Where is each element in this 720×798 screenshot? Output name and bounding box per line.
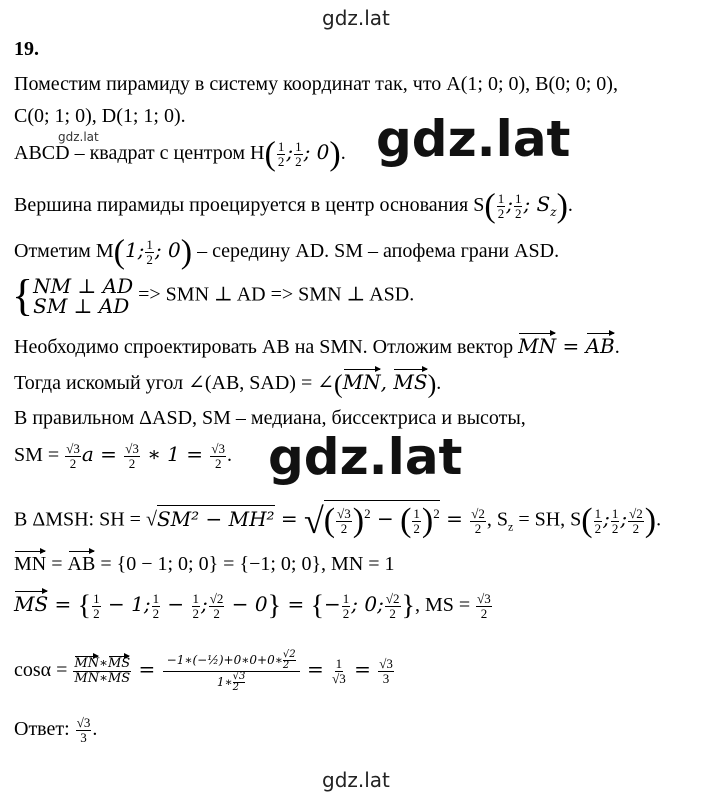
line12-text: = {0 − 1; 0; 0} = {−1; 0; 0}, MN = 1 (95, 553, 395, 575)
text-line-9: В правильном ΔASD, SM – медиана, биссектриса и высоты, (14, 407, 526, 429)
line13-text-mid: , MS = (414, 594, 476, 617)
line11-text: В ΔMSH: SH = (14, 508, 146, 531)
line7-text: Необходимо спроектировать AB на SMN. Отложим вектор (14, 336, 519, 358)
system-eq-2: SM ⊥ AD (33, 294, 130, 318)
line3-text: ABCD – квадрат с центром H (14, 142, 265, 165)
system-eq-1: NM ⊥ AD (33, 274, 134, 298)
text-line-7: Необходимо спроектировать AB на SMN. Отложим вектор MN = AB. (14, 334, 620, 358)
answer-line: Ответ: $\frac{√3}{3}$ . (14, 715, 98, 745)
text-line-5: Отметим M(1; $\frac{1}{2}$ ; 0) – середину AD. SM – апофема грани ASD. (14, 233, 560, 271)
text-line-3: ABCD – квадрат с центром H( $\frac{1}{2}$ ; $\frac{1}{2}$ ; 0). (14, 135, 346, 173)
line11-text-mid: , S (486, 508, 508, 531)
text-line-12: MN = AB = {0 − 1; 0; 0} = {−1; 0; 0}, MN = 1 (14, 553, 395, 575)
text-line-13: MS = { $\frac{1}{2}$ − 1; $\frac{1}{2}$ − $\frac{1}{2}$ ; $\frac{√2}{2}$ − 0} = {− $\frac{1}{2}$ ; 0; $\frac{√2}{2}$ }, MS = $\frac{√3}{2}$ (14, 590, 491, 622)
watermark-bottom: gdz.lat (322, 768, 390, 792)
text-line-1: Поместим пирамиду в систему координат так, что A(1; 0; 0), B(0; 0; 0), (14, 73, 618, 95)
text-line-2: C(0; 1; 0), D(1; 1; 0). (14, 105, 186, 127)
text-line-4: Вершина пирамиды проецируется в центр основания S( $\frac{1}{2}$ ; $\frac{1}{2}$ ; $S_z$). (14, 187, 573, 225)
watermark-top: gdz.lat (322, 6, 390, 30)
line14-text: cosα = (14, 659, 73, 682)
answer-label: Ответ: (14, 718, 75, 741)
watermark-small: gdz.lat (58, 130, 99, 144)
text-line-8: Тогда искомый угол ∠(AB, SAD) = ∠(MN, MS). (14, 369, 442, 399)
line11-text-mid2: = SH, S (513, 508, 582, 531)
text-line-6: { NM ⊥ AD SM ⊥ AD => SMN ⊥ AD => SMN ⊥ ASD. (12, 271, 415, 320)
line8-text: Тогда искомый угол ∠(AB, SAD) = ∠ (14, 372, 334, 394)
text-line-14: cosα = $\frac{MN∗MS}{MN∗MS}$ = −1∗(−½)+0∗0+0∗ $\frac{√2}{2}$ 1∗ $\frac{√3}{2}$ = $\frac{1}{√3}$ = $\frac{√3}{3}$ (14, 649, 393, 693)
watermark-large-2: gdz.lat (268, 428, 463, 486)
text-line-10: SM = $\frac{√3}{2}$ a = $\frac{√3}{2}$ ∗ 1 = $\frac{√3}{2}$ . (14, 441, 233, 471)
problem-number: 19. (14, 38, 39, 60)
watermark-large-1: gdz.lat (376, 110, 571, 168)
line6-text-post: => SMN ⊥ AD => SMN ⊥ ASD. (133, 283, 415, 306)
line10-text: SM = (14, 444, 65, 467)
line4-text: Вершина пирамиды проецируется в центр основания S (14, 194, 485, 217)
text-line-11: В ΔMSH: SH = √SM² − MH² = √( $\frac{√3}{2}$ )$^2$ − ( $\frac{1}{2}$ )$^2$ = $\frac{√2}{2}$ , $S_z$ = SH, S( $\frac{1}{2}$ ; $\frac{1}{2}$ ; $\frac{√2}{2}$ ). (14, 501, 662, 542)
line5-text-post: – середину AD. SM – апофема грани ASD. (192, 240, 560, 263)
line5-text: Отметим M (14, 240, 114, 263)
